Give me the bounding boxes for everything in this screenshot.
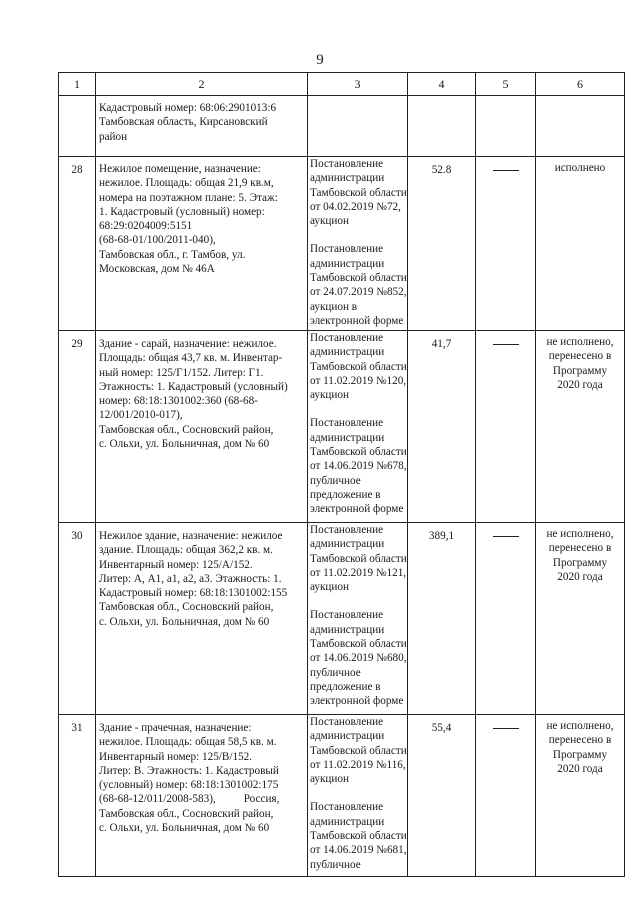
document-entry: Постановление администрации Тамбовской области от 04.02.2019 №72, аукцион (310, 158, 407, 228)
property-table (58, 72, 625, 877)
column-header: 1 (59, 73, 96, 96)
document-entry: Постановление администрации Тамбовской области от 24.07.2019 №852, аукцион в электронной форме (310, 243, 407, 327)
column-header: 2 (96, 73, 308, 96)
row-number: 29 (59, 331, 96, 523)
row-description: Нежилое здание, назначение: нежилое здание. Площадь: общая 362,2 кв. м. Инвентарный номер: 125/А/152. Литер: А, А1, а1, а2, а3. Этажность: 1. Кадастровый номер: 68:18:1301002:155 Тамбовская обл., Сосновский район, с. Ольхи, ул. Больничная, дом № 60 (96, 523, 308, 715)
dash-mark (493, 335, 519, 345)
document-entry: Постановление администрации Тамбовской области от 11.02.2019 №121, аукцион (310, 524, 407, 594)
column-header: 6 (536, 73, 625, 96)
row-col5 (476, 715, 536, 877)
row-documents (308, 523, 408, 715)
row-status: исполнено (536, 157, 625, 331)
column-header: 3 (308, 73, 408, 96)
document-entry: Постановление администрации Тамбовской области от 11.02.2019 №120, аукцион (310, 332, 407, 402)
row-area: 41,7 (408, 331, 476, 523)
table-row (59, 331, 625, 523)
row-documents (308, 331, 408, 523)
row-col5 (476, 523, 536, 715)
table-row (59, 523, 625, 715)
document-entry: Постановление администрации Тамбовской области от 14.06.2019 №681, публичное (310, 801, 407, 871)
row-number: 31 (59, 715, 96, 877)
row-number: 30 (59, 523, 96, 715)
row-description: Здание - прачечная, назначение: нежилое. Площадь: общая 58,5 кв. м. Инвентарный номер: 125/В/152. Литер: В. Этажность: 1. Кадастровый (условный) номер: 68:18:1301002:175 (68-68-12/011/2008-583), Россия, Тамбовская обл., Сосновский район, с. Ольхи, ул. Больничная, дом № 60 (96, 715, 308, 877)
document-entry: Постановление администрации Тамбовской области от 11.02.2019 №116, аукцион (310, 716, 407, 786)
document-entry: Постановление администрации Тамбовской области от 14.06.2019 №678, публичное предложение в электронной форме (310, 417, 407, 516)
page-number: 9 (316, 52, 324, 68)
row-number: 28 (59, 157, 96, 331)
row-documents (308, 715, 408, 877)
row-status: не исполнено, перенесено в Программу 2020 года (536, 715, 625, 877)
dash-mark (493, 719, 519, 729)
header-row (59, 73, 625, 96)
continuation-row (59, 96, 625, 157)
row-area: 55,4 (408, 715, 476, 877)
document-entry: Постановление администрации Тамбовской области от 14.06.2019 №680, публичное предложение в электронной форме (310, 609, 407, 708)
column-header: 5 (476, 73, 536, 96)
dash-mark (493, 161, 519, 171)
row-area: 52.8 (408, 157, 476, 331)
table-row (59, 715, 625, 877)
dash-mark (493, 527, 519, 537)
row-col5 (476, 157, 536, 331)
row-status: не исполнено, перенесено в Программу 2020 года (536, 331, 625, 523)
row-status: не исполнено, перенесено в Программу 2020 года (536, 523, 625, 715)
row-area: 389,1 (408, 523, 476, 715)
row-col5 (476, 331, 536, 523)
table-row (59, 157, 625, 331)
continuation-description: Кадастровый номер: 68:06:2901013:6 Тамбовская область, Кирсановский район (96, 96, 308, 157)
row-documents (308, 157, 408, 331)
column-header: 4 (408, 73, 476, 96)
row-description: Здание - сарай, назначение: нежилое. Площадь: общая 43,7 кв. м. Инвентар- ный номер: 125/Г1/152. Литер: Г1. Этажность: 1. Кадастровый (условный) номер: 68:18:1301002:360 (68-68- 12/001/2010-017), Тамбовская обл., Сосновский район, с. Ольхи, ул. Больничная, дом № 60 (96, 331, 308, 523)
row-description: Нежилое помещение, назначение: нежилое. Площадь: общая 21,9 кв.м, номера на поэтажном плане: 5. Этаж: 1. Кадастровый (условный) номер: 68:29:0204009:5151 (68-68-01/100/2011-040), Тамбовская обл., г. Тамбов, ул. Московская, дом № 46А (96, 157, 308, 331)
